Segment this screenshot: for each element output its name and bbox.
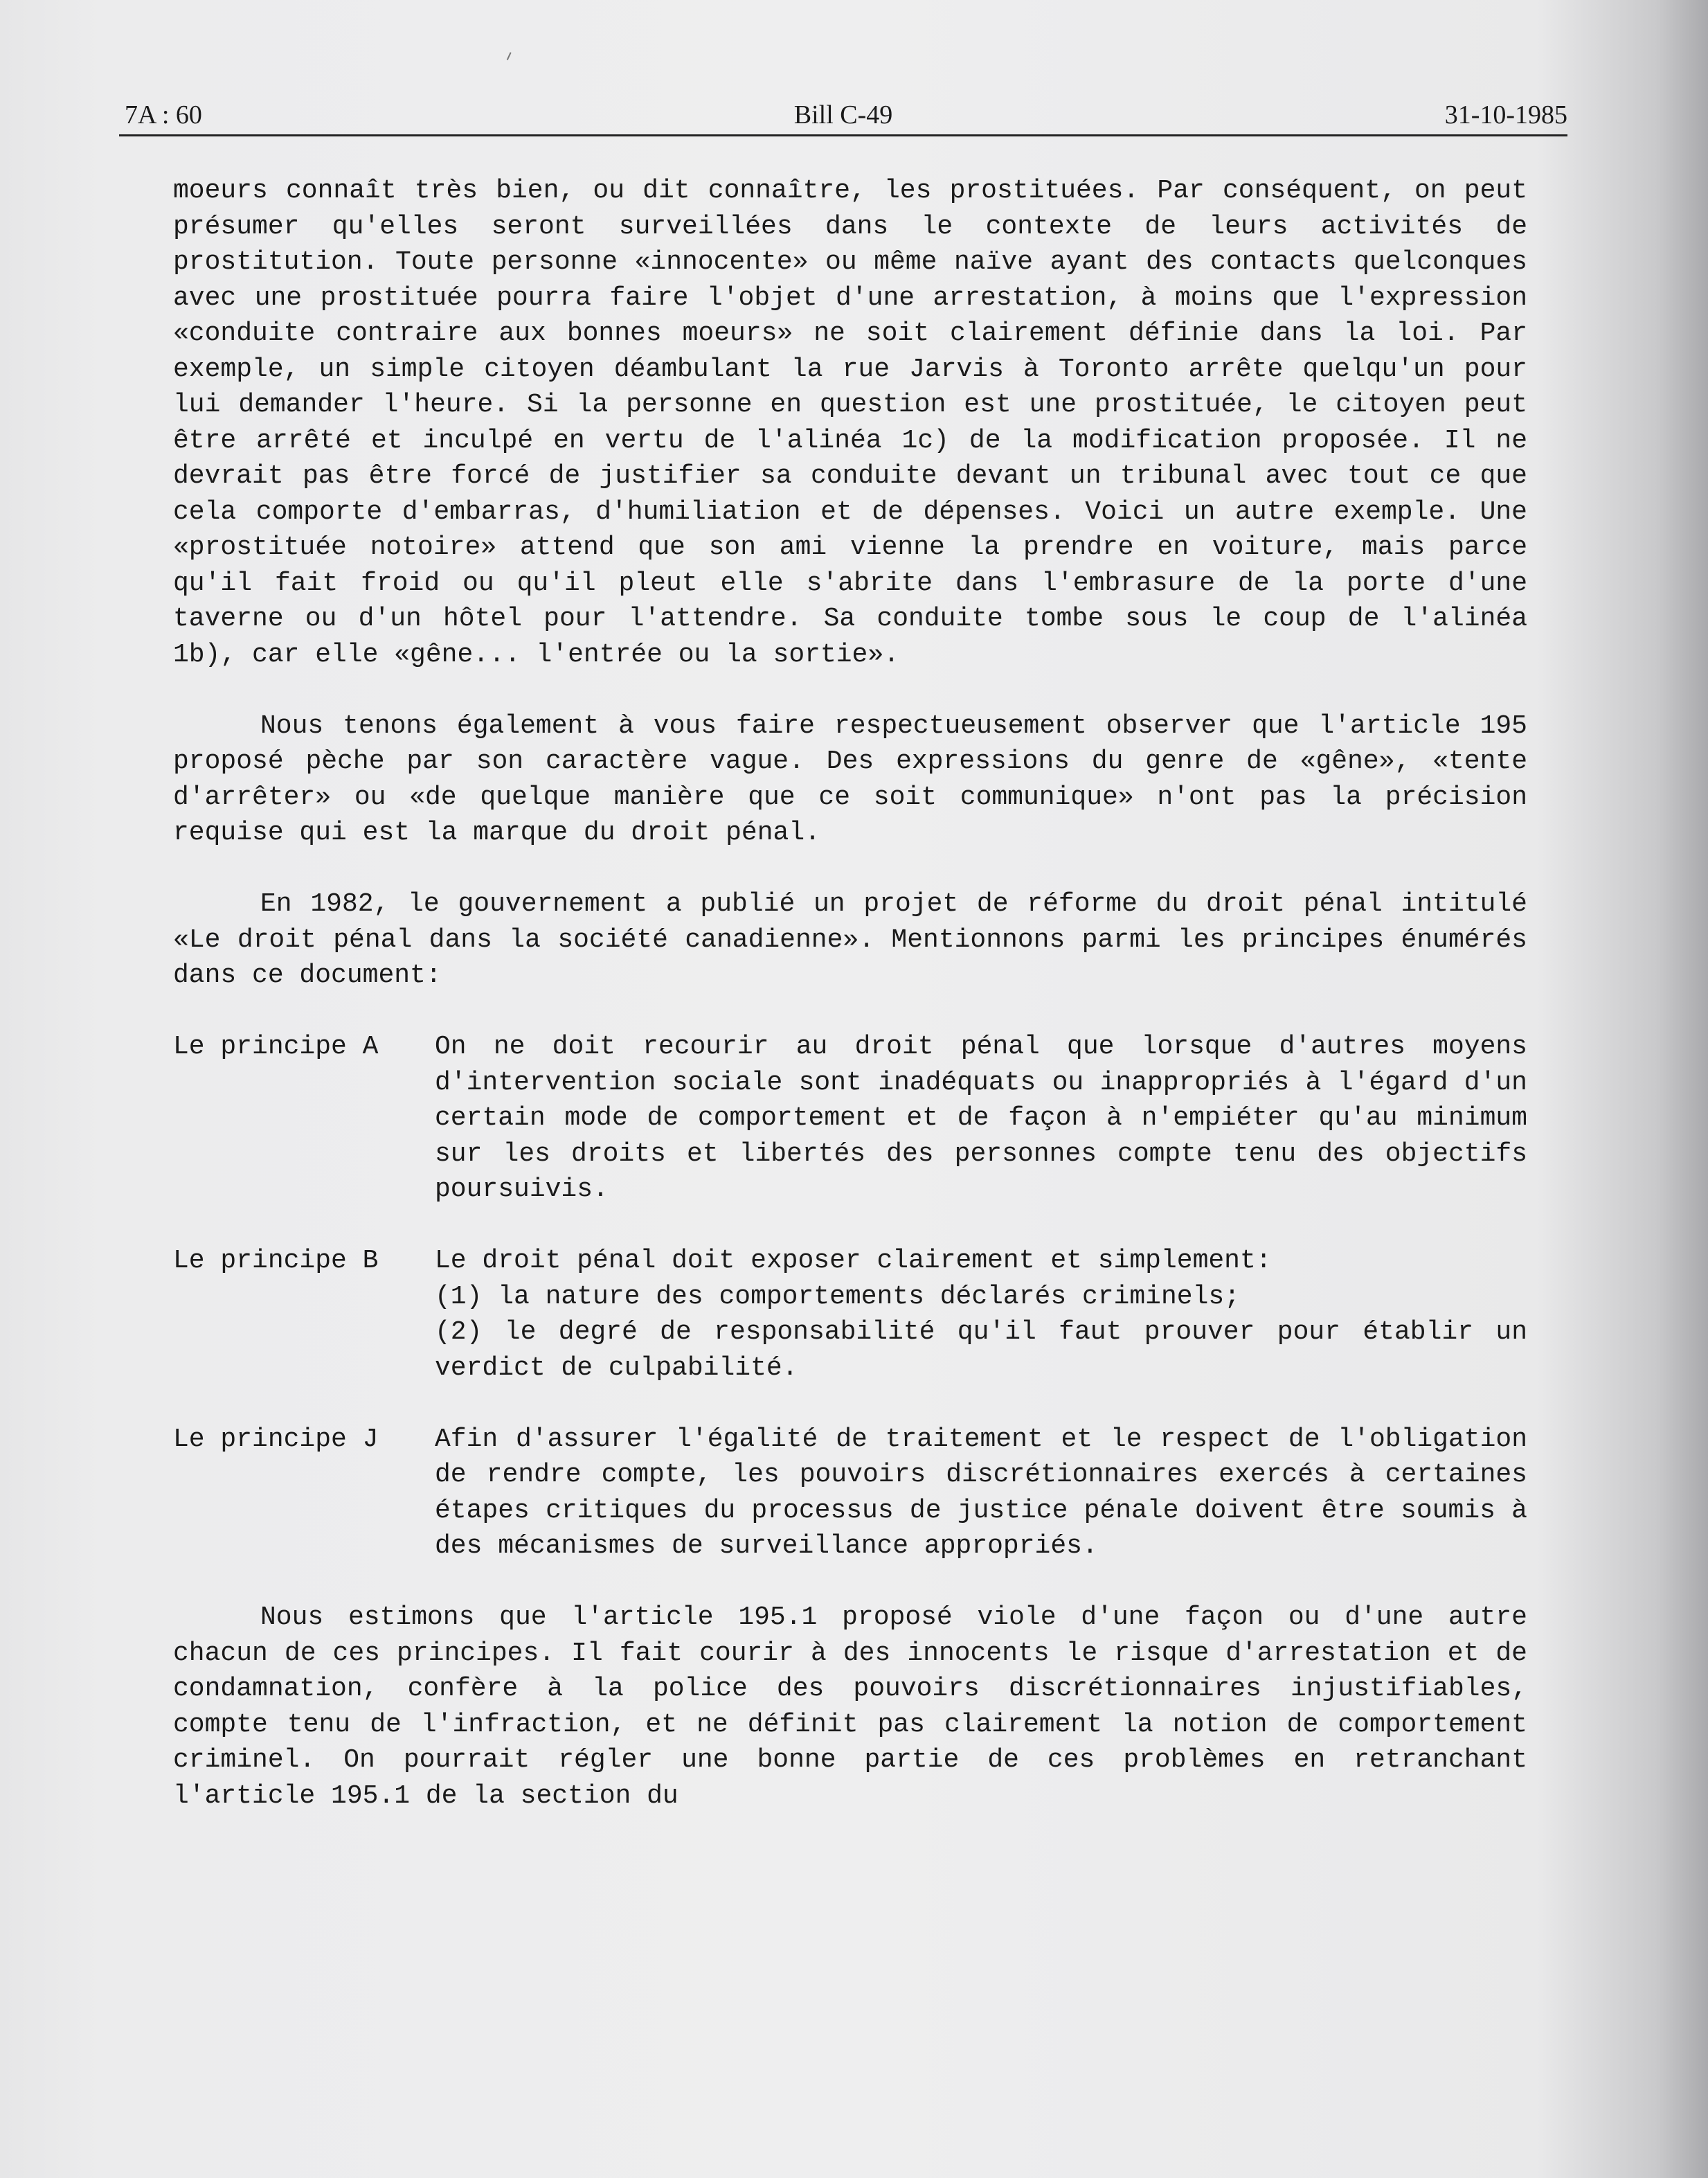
principle-label: Le principe B — [173, 1246, 379, 1276]
principle-text — [435, 1243, 1527, 1386]
principle-line: Afin d'assurer l'égalité de traitement et le respect de l'obligation de rendre compte, les pouvoirs discrétionnaires exercés à certaines étapes critiques du processus de justice pénale doivent être soumis à des mécanismes de surveillance appropriés. — [435, 1424, 1527, 1561]
principle-text — [435, 1422, 1527, 1564]
paragraph-1: moeurs connaît très bien, ou dit connaître, les prostituées. Par conséquent, on peut présumer qu'elles seront surveillées dans le contexte de leurs activités de prostitution. Toute personne «innocente» ou même naïve ayant des contacts quelconques avec une prostituée pourra faire l'objet d'une arrestation, à moins que l'expression «conduite contraire aux bonnes moeurs» ne soit clairement définie dans la loi. Par exemple, un simple citoyen déambulant la rue Jarvis à Toronto arrête quelqu'un pour lui demander l'heure. Si la personne en question est une prostituée, le citoyen peut être arrêté et inculpé en vertu de l'alinéa 1c) de la modification proposée. Il ne devrait pas être forcé de justifier sa conduite devant un tribunal avec tout ce que cela comporte d'embarras, d'humiliation et de dépenses. Voici un autre exemple. Une «prostituée notoire» attend que son ami vienne la prendre en voiture, mais parce qu'il fait froid ou qu'il pleut elle s'abrite dans l'embrasure de la porte d'une taverne ou d'un hôtel pour l'attendre. Sa conduite tombe sous le coup de l'alinéa 1b), car elle «gêne... l'entrée ou la sortie». — [173, 176, 1527, 670]
principle-line: (2) le degré de responsabilité qu'il faut prouver pour établir un verdict de culpabilité. — [435, 1317, 1527, 1383]
paragraph-3: En 1982, le gouvernement a publié un projet de réforme du droit pénal intitulé «Le droit pénal dans la société canadienne». Mentionnons parmi les principes énumérés dans ce document: — [173, 889, 1527, 990]
principle-line: On ne doit recourir au droit pénal que lorsque d'autres moyens d'intervention sociale sont inadéquats ou inappropriés à l'égard d'un certain mode de comportement et de façon à n'empiéter qu'au minimum sur les droits et libertés des personnes compte tenu des objectifs poursuivis. — [435, 1032, 1527, 1204]
principle-label: Le principe J — [173, 1424, 379, 1454]
principle-j — [173, 1422, 1527, 1564]
paragraph-2: Nous tenons également à vous faire respectueusement observer que l'article 195 proposé pèche par son caractère vague. Des expressions du genre de «gêne», «tente d'arrêter» ou «de quelque manière que ce soit communique» n'ont pas la précision requise qui est la marque du droit pénal. — [173, 711, 1527, 848]
principle-b — [173, 1243, 1527, 1386]
principle-label: Le principe A — [173, 1032, 379, 1062]
closing-paragraph: Nous estimons que l'article 195.1 proposé viole d'une façon ou d'une autre chacun de ces principes. Il fait courir à des innocents le risque d'arrestation et de condamnation, confère à la police des pouvoirs discrétionnaires injustifiables, compte tenu de l'infraction, et ne définit pas clairement la notion de comportement criminel. On pourrait régler une bonne partie de ces problèmes en retranchant l'article 195.1 de la section du — [173, 1603, 1527, 1811]
principle-line: Le droit pénal doit exposer clairement et simplement: — [435, 1246, 1272, 1276]
bill-title: Bill C-49 — [793, 100, 893, 130]
page-header — [119, 96, 1567, 136]
page-number: 7A : 60 — [125, 100, 202, 130]
principle-a — [173, 1029, 1527, 1208]
principle-line: (1) la nature des comportements déclarés criminels; — [435, 1281, 1240, 1312]
principle-text — [435, 1029, 1527, 1208]
stray-mark — [507, 52, 514, 61]
document-body — [173, 173, 1527, 1850]
header-date: 31-10-1985 — [1444, 100, 1567, 130]
